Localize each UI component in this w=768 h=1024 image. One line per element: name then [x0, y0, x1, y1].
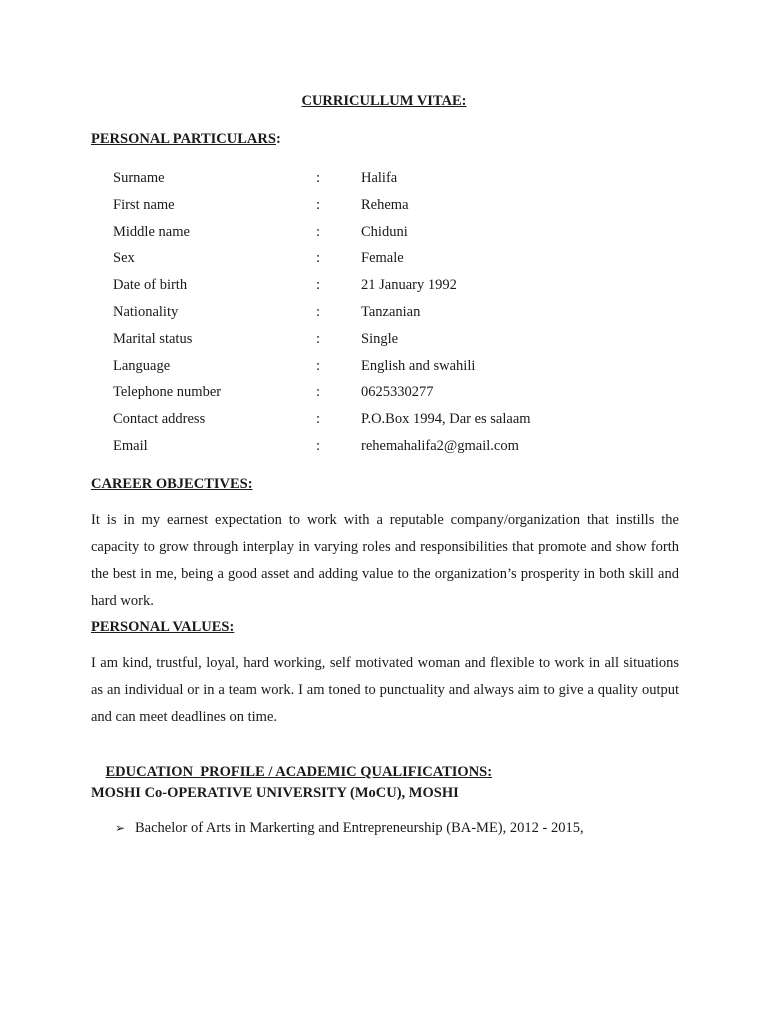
personal-row-value: Tanzanian	[361, 303, 421, 320]
personal-row	[113, 275, 673, 302]
document-title: CURRICULLUM VITAE:	[301, 93, 467, 109]
personal-row-value: Halifa	[361, 170, 398, 186]
education-list-item	[115, 820, 584, 837]
personal-row-value: P.O.Box 1994, Dar es salaam	[361, 411, 531, 428]
personal-row-label: Date of birth	[113, 277, 188, 294]
personal-row	[113, 222, 673, 249]
personal-row-label: Middle name	[113, 223, 190, 240]
personal-row	[113, 356, 673, 383]
personal-row-label: Nationality	[113, 303, 179, 320]
personal-row-separator: :	[316, 357, 321, 374]
personal-row-label: First name	[113, 196, 175, 213]
personal-row-value: 21 January 1992	[361, 277, 457, 294]
personal-row-separator: :	[316, 384, 321, 401]
personal-particulars-heading-text: PERSONAL PARTICULARS	[91, 131, 276, 147]
personal-row	[113, 168, 673, 195]
personal-particulars-heading	[91, 131, 281, 148]
personal-row-value: 0625330277	[361, 384, 434, 401]
personal-row-label: Marital status	[113, 330, 193, 347]
personal-row-value: English and swahili	[361, 357, 476, 374]
arrow-bullet-icon: ➢	[115, 821, 126, 835]
personal-row-value: Rehema	[361, 196, 409, 213]
personal-particulars-heading-colon: :	[275, 131, 281, 147]
personal-row-separator: :	[316, 411, 321, 428]
personal-row-separator: :	[316, 330, 321, 347]
personal-row	[113, 195, 673, 222]
education-item-text: Bachelor of Arts in Markerting and Entrepreneurship (BA-ME), 2012 - 2015,	[135, 820, 584, 836]
personal-particulars-table	[113, 168, 673, 463]
personal-values-heading-text: PERSONAL VALUES:	[91, 619, 235, 635]
institution-name: MOSHI Co-OPERATIVE UNIVERSITY (MoCU), MOSHI	[91, 785, 459, 801]
personal-values-paragraph: I am kind, trustful, loyal, hard working, self motivated woman and flexible to work in all situations as an individual or in a team work. I am toned to punctuality and always aim to give a quality output and can meet deadlines on time.	[91, 655, 679, 725]
personal-row-separator: :	[316, 303, 321, 320]
personal-row	[113, 248, 673, 275]
personal-row-label: Contact address	[113, 411, 206, 428]
personal-row-value: Chiduni	[361, 223, 408, 240]
personal-row	[113, 436, 673, 463]
career-objectives-heading-text: CAREER OBJECTIVES:	[91, 476, 253, 492]
personal-row-label: Language	[113, 357, 171, 374]
personal-row	[113, 409, 673, 436]
personal-row	[113, 302, 673, 329]
personal-row-separator: :	[316, 277, 321, 294]
personal-row-separator: :	[316, 170, 321, 186]
personal-row-label: Surname	[113, 170, 165, 186]
education-heading-text: EDUCATION PROFILE / ACADEMIC QUALIFICATIONS:	[105, 764, 493, 780]
personal-row-label: Email	[113, 437, 148, 454]
personal-row-separator: :	[316, 196, 321, 213]
personal-row-value: rehemahalifa2@gmail.com	[361, 437, 519, 454]
personal-row	[113, 382, 673, 409]
personal-row-value: Single	[361, 330, 399, 347]
career-objectives-paragraph: It is in my earnest expectation to work with a reputable company/organization that instills the capacity to grow through interplay in varying roles and responsibilities that promote and show forth the best in me, being a good asset and adding value to the organization’s prosperity in both skill and hard work.	[91, 512, 679, 609]
personal-row-label: Telephone number	[113, 384, 222, 401]
personal-row	[113, 329, 673, 356]
personal-row-separator: :	[316, 250, 321, 267]
career-objectives-heading	[91, 476, 253, 493]
personal-row-value: Female	[361, 250, 404, 267]
personal-row-label: Sex	[113, 250, 135, 267]
personal-values-heading	[91, 619, 234, 636]
personal-row-separator: :	[316, 223, 321, 240]
personal-row-separator: :	[316, 437, 321, 454]
